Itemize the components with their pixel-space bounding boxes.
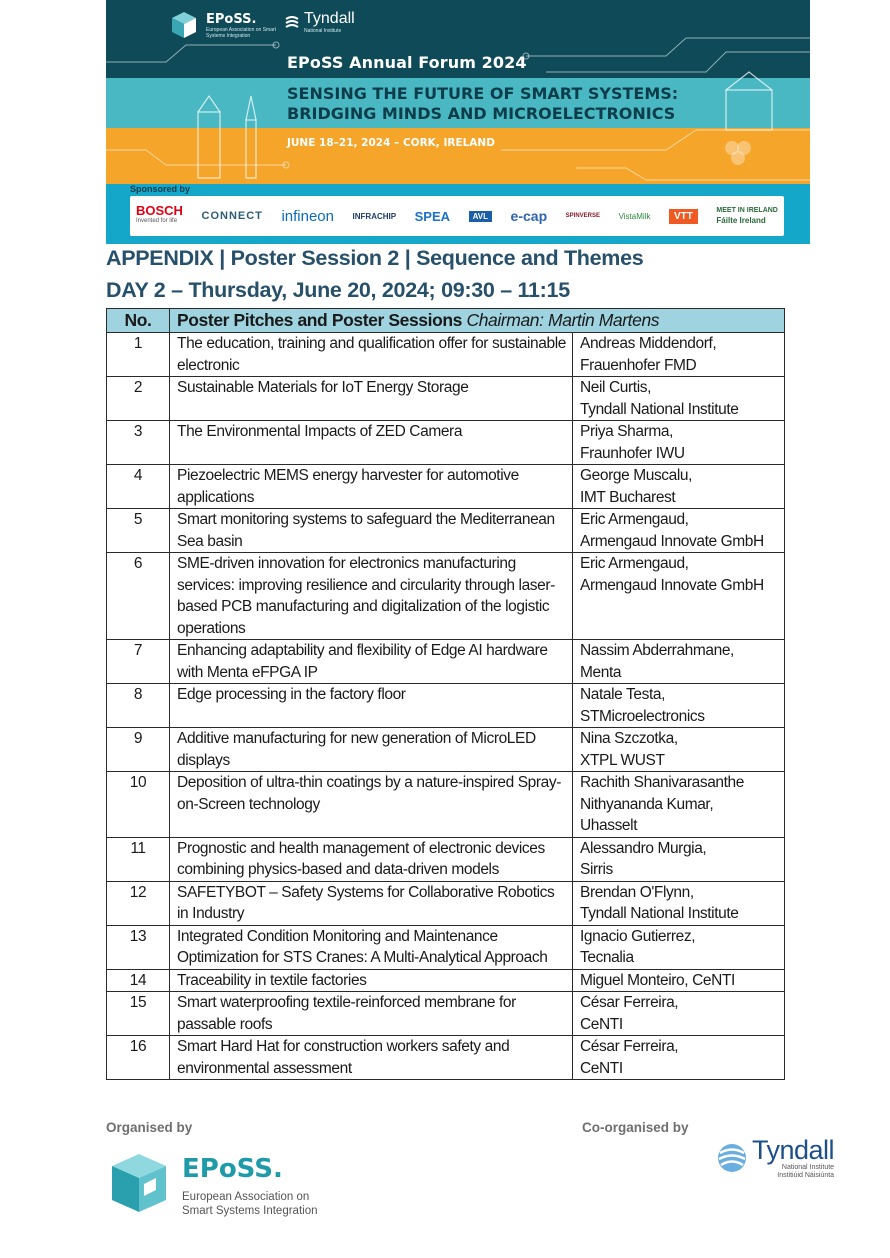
- headline-line-1: SENSING THE FUTURE OF SMART SYSTEMS:: [287, 84, 679, 103]
- row-number: 16: [107, 1036, 170, 1080]
- poster-title: Integrated Condition Monitoring and Maintenance Optimization for STS Cranes: A Multi-Analytical Approach: [170, 925, 573, 969]
- epos-footer-sub: European Association on Smart Systems Integration: [182, 1191, 318, 1217]
- epos-footer-logo: [106, 1150, 342, 1218]
- sponsor-spinverse: SPINVERSE: [565, 213, 601, 219]
- poster-title: Enhancing adaptability and flexibility of Edge AI hardware with Menta eFPGA IP: [170, 640, 573, 684]
- col-header-title: Poster Pitches and Poster Sessions: [177, 310, 462, 330]
- row-number: 5: [107, 509, 170, 553]
- table-body: [107, 333, 785, 1080]
- appendix-heading: APPENDIX | Poster Session 2 | Sequence and Themes: [106, 246, 644, 270]
- presenter: Eric Armengaud, Armengaud Innovate GmbH: [573, 509, 785, 553]
- table-row: [107, 1036, 785, 1080]
- row-number: 9: [107, 728, 170, 772]
- row-number: 1: [107, 333, 170, 377]
- sponsor-bar: [130, 196, 784, 236]
- row-number: 15: [107, 992, 170, 1036]
- table-row: [107, 728, 785, 772]
- presenter: Ignacio Gutierrez, Tecnalia: [573, 925, 785, 969]
- poster-title: Prognostic and health management of electronic devices combining physics-based and data-driven models: [170, 837, 573, 881]
- co-organised-by-label: Co-organised by: [582, 1120, 689, 1135]
- presenter: Nassim Abderrahmane, Menta: [573, 640, 785, 684]
- row-number: 2: [107, 377, 170, 421]
- poster-title: The Environmental Impacts of ZED Camera: [170, 421, 573, 465]
- presenter: César Ferreira, CeNTI: [573, 1036, 785, 1080]
- table-row: [107, 421, 785, 465]
- presenter: Andreas Middendorf, Frauenhofer FMD: [573, 333, 785, 377]
- row-number: 14: [107, 969, 170, 992]
- table-row: [107, 640, 785, 684]
- tyndall-swirl-icon: [284, 14, 300, 30]
- table-row: [107, 553, 785, 640]
- forum-title: EPoSS Annual Forum 2024: [287, 53, 527, 72]
- sponsor-ecap: e-cap: [510, 208, 548, 224]
- sponsor-ireland: [716, 206, 777, 226]
- poster-title: Smart Hard Hat for construction workers safety and environmental assessment: [170, 1036, 573, 1080]
- table-row: [107, 925, 785, 969]
- banner-headline: [287, 84, 678, 124]
- presenter: Eric Armengaud, Armengaud Innovate GmbH: [573, 553, 785, 640]
- table-row: [107, 969, 785, 992]
- day-heading: DAY 2 – Thursday, June 20, 2024; 09:30 – 11:15: [106, 278, 570, 302]
- sponsored-label: Sponsored by: [130, 184, 191, 194]
- tyndall-footer-sub-1: National Institute: [781, 1164, 835, 1171]
- table-row: [107, 377, 785, 421]
- poster-title: Smart waterproofing textile-reinforced membrane for passable roofs: [170, 992, 573, 1036]
- presenter: César Ferreira, CeNTI: [573, 992, 785, 1036]
- table-row: [107, 333, 785, 377]
- event-banner: [106, 0, 810, 244]
- table-row: [107, 465, 785, 509]
- poster-title: SME-driven innovation for electronics manufacturing services: improving resilience and circularity through laser-based PCB manufacturing and digitalization of the logistic operations: [170, 553, 573, 640]
- event-date: JUNE 18–21, 2024 – CORK, IRELAND: [287, 137, 495, 149]
- tyndall-banner-name: Tyndall: [304, 10, 355, 27]
- sponsor-vtt: VTT: [669, 209, 698, 224]
- row-number: 13: [107, 925, 170, 969]
- sponsor-bosch-name: BOSCH: [136, 203, 183, 218]
- epos-footer-name: EPoSS.: [182, 1154, 283, 1184]
- col-header-main: [170, 309, 785, 333]
- tyndall-banner-sub: National Institute: [304, 28, 342, 34]
- tyndall-banner-logo: [284, 10, 355, 34]
- presenter: Miguel Monteiro, CeNTI: [573, 969, 785, 992]
- col-header-no: No.: [107, 309, 170, 333]
- sponsor-bosch: [136, 205, 183, 227]
- poster-session-table: [106, 308, 785, 1080]
- presenter: Neil Curtis, Tyndall National Institute: [573, 377, 785, 421]
- table-row: [107, 837, 785, 881]
- epos-banner-sub: European Association on Smart Systems Integration: [206, 26, 277, 39]
- table-row: [107, 684, 785, 728]
- headline-line-2: BRIDGING MINDS AND MICROELECTRONICS: [287, 104, 676, 123]
- row-number: 3: [107, 421, 170, 465]
- sponsor-bosch-tagline: Invented for life: [136, 218, 178, 224]
- epos-banner-name: EPoSS.: [206, 11, 257, 27]
- sponsor-infineon: infineon: [281, 207, 334, 225]
- row-number: 12: [107, 881, 170, 925]
- poster-title: SAFETYBOT – Safety Systems for Collaborative Robotics in Industry: [170, 881, 573, 925]
- sponsor-infrachip: INFRACHIP: [352, 211, 397, 221]
- table-row: [107, 509, 785, 553]
- presenter: Natale Testa, STMicroelectronics: [573, 684, 785, 728]
- poster-title: Smart monitoring systems to safeguard the Mediterranean Sea basin: [170, 509, 573, 553]
- poster-title: Deposition of ultra-thin coatings by a nature-inspired Spray-on-Screen technology: [170, 772, 573, 838]
- presenter: Alessandro Murgia, Sirris: [573, 837, 785, 881]
- sponsor-connect: CONNECT: [201, 210, 263, 222]
- col-header-chairman: Chairman: Martin Martens: [466, 310, 660, 330]
- tyndall-footer-sub-2: Institiúid Náisiúnta: [777, 1172, 835, 1179]
- tyndall-footer-name: Tyndall: [752, 1135, 835, 1165]
- table-row: [107, 992, 785, 1036]
- sponsor-spea: SPEA: [414, 208, 451, 224]
- row-number: 7: [107, 640, 170, 684]
- epos-cube-icon: [106, 1150, 172, 1216]
- sponsor-avl: AVL: [469, 211, 492, 222]
- presenter: George Muscalu, IMT Bucharest: [573, 465, 785, 509]
- row-number: 8: [107, 684, 170, 728]
- epos-banner-logo: [168, 10, 296, 40]
- presenter: Brendan O'Flynn, Tyndall National Institute: [573, 881, 785, 925]
- row-number: 10: [107, 772, 170, 838]
- row-number: 11: [107, 837, 170, 881]
- table-row: [107, 881, 785, 925]
- row-number: 4: [107, 465, 170, 509]
- sponsor-meet-ireland: MEET IN IRELAND: [716, 207, 778, 214]
- poster-title: The education, training and qualification offer for sustainable electronic: [170, 333, 573, 377]
- tyndall-swirl-icon: [716, 1142, 748, 1174]
- sponsor-failte-ireland: Fáilte Ireland: [716, 216, 766, 225]
- presenter: Nina Szczotka, XTPL WUST: [573, 728, 785, 772]
- presenter: Priya Sharma, Fraunhofer IWU: [573, 421, 785, 465]
- poster-title: Edge processing in the factory floor: [170, 684, 573, 728]
- row-number: 6: [107, 553, 170, 640]
- epos-cube-icon: [168, 10, 202, 40]
- poster-title: Traceability in textile factories: [170, 969, 573, 992]
- presenter: Rachith Shanivarasanthe Nithyananda Kumar, Uhasselt: [573, 772, 785, 838]
- poster-title: Additive manufacturing for new generation of MicroLED displays: [170, 728, 573, 772]
- table-header-row: [107, 309, 785, 333]
- sponsor-vistamilk: VistaMilk: [618, 211, 651, 221]
- tyndall-footer-logo: [716, 1136, 834, 1180]
- poster-title: Sustainable Materials for IoT Energy Storage: [170, 377, 573, 421]
- table-row: [107, 772, 785, 838]
- organised-by-label: Organised by: [106, 1120, 193, 1135]
- poster-title: Piezoelectric MEMS energy harvester for automotive applications: [170, 465, 573, 509]
